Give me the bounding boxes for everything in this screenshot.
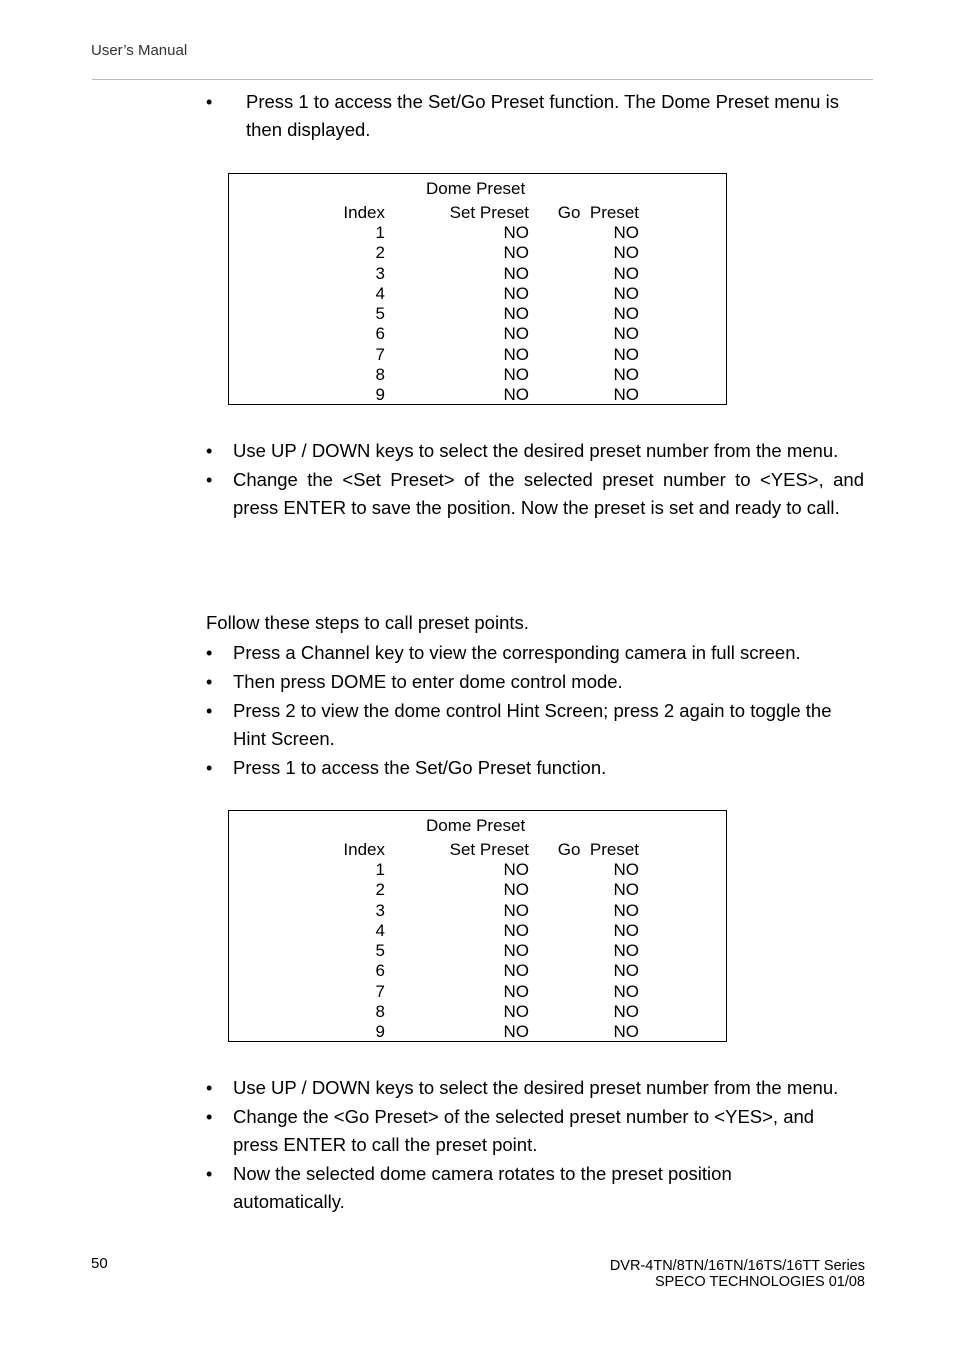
bullet-text: Press 2 to view the dome control Hint Screen; press 2 again to toggle the Hint Screen. [233, 700, 832, 749]
table-row [229, 961, 726, 981]
row-go-preset: NO [613, 263, 639, 283]
table-title: Dome Preset [426, 179, 526, 198]
row-set-preset: NO [503, 941, 529, 961]
row-go-preset: NO [613, 1002, 639, 1022]
list-item [206, 1074, 864, 1102]
bullet-icon: • [206, 672, 213, 692]
bullet-icon: • [206, 701, 213, 721]
row-index: 4 [375, 920, 385, 940]
intro-bullet-list [206, 88, 866, 145]
header-index: Index [343, 840, 385, 859]
row-index: 3 [375, 263, 385, 283]
row-set-preset: NO [503, 920, 529, 940]
bullet-text: Then press DOME to enter dome control mode. [233, 671, 623, 692]
bullet-text: Change the <Set Preset> of the selected preset number to <YES>, and press ENTER to save the position. Now the preset is set and ready to call. [233, 469, 864, 518]
table-row [229, 304, 726, 324]
row-index: 2 [375, 243, 385, 263]
row-index: 5 [375, 941, 385, 961]
row-set-preset: NO [503, 1002, 529, 1022]
bullet-text: Change the <Go Preset> of the selected preset number to <YES>, and press ENTER to call the preset point. [233, 1106, 815, 1155]
bullet-text: Use UP / DOWN keys to select the desired preset number from the menu. [233, 440, 839, 461]
list-item [206, 697, 864, 753]
table-row [229, 921, 726, 941]
go-preset-steps [206, 1074, 864, 1217]
bullet-text: Use UP / DOWN keys to select the desired preset number from the menu. [233, 1077, 839, 1098]
row-set-preset: NO [503, 243, 529, 263]
list-item [206, 639, 864, 667]
row-go-preset: NO [613, 365, 639, 385]
row-index: 6 [375, 961, 385, 981]
list-item [206, 466, 864, 522]
list-item [206, 437, 864, 465]
table-row [229, 345, 726, 365]
row-go-preset: NO [613, 243, 639, 263]
row-set-preset: NO [503, 1022, 529, 1042]
row-set-preset: NO [503, 880, 529, 900]
row-go-preset: NO [613, 223, 639, 242]
table-row [229, 264, 726, 284]
table-row [229, 1022, 726, 1042]
table-row [229, 223, 726, 243]
row-set-preset: NO [503, 304, 529, 324]
dome-preset-table [228, 173, 727, 405]
row-go-preset: NO [613, 304, 639, 324]
row-index: 1 [375, 223, 385, 242]
bullet-icon: • [206, 643, 213, 663]
row-index: 7 [375, 344, 385, 364]
row-set-preset: NO [503, 900, 529, 920]
bullet-icon: • [206, 758, 213, 778]
row-go-preset: NO [613, 385, 639, 405]
row-set-preset: NO [503, 324, 529, 344]
row-go-preset: NO [613, 900, 639, 920]
row-go-preset: NO [613, 880, 639, 900]
row-index: 6 [375, 324, 385, 344]
row-index: 8 [375, 365, 385, 385]
row-go-preset: NO [613, 961, 639, 981]
row-set-preset: NO [503, 860, 529, 879]
bullet-text: Press 1 to access the Set/Go Preset function. [233, 757, 607, 778]
list-item [206, 1103, 864, 1159]
dome-preset-table [228, 810, 727, 1042]
bullet-text: Press a Channel key to view the corresponding camera in full screen. [233, 642, 801, 663]
bullet-text: Now the selected dome camera rotates to the preset position automatically. [233, 1163, 732, 1212]
row-index: 5 [375, 304, 385, 324]
list-item [206, 1160, 864, 1216]
row-go-preset: NO [613, 860, 639, 879]
header-set-preset: Set Preset [449, 840, 529, 859]
table-row [229, 982, 726, 1002]
row-set-preset: NO [503, 223, 529, 242]
bullet-icon: • [206, 1078, 213, 1098]
row-go-preset: NO [613, 1022, 639, 1042]
call-preset-steps [206, 639, 864, 783]
row-index: 2 [375, 880, 385, 900]
header-set-preset: Set Preset [449, 203, 529, 222]
row-set-preset: NO [503, 283, 529, 303]
row-go-preset: NO [613, 981, 639, 1001]
bullet-text: Press 1 to access the Set/Go Preset function. The Dome Preset menu is then displayed. [246, 91, 839, 140]
table-row [229, 860, 726, 880]
row-set-preset: NO [503, 263, 529, 283]
row-index: 4 [375, 283, 385, 303]
row-go-preset: NO [613, 920, 639, 940]
table-row [229, 941, 726, 961]
footer-info [610, 1258, 865, 1290]
header-title: User’s Manual [91, 42, 188, 59]
row-index: 7 [375, 981, 385, 1001]
table-row [229, 901, 726, 921]
footer-company: SPECO TECHNOLOGIES 01/08 [654, 1274, 865, 1290]
page-number: 50 [91, 1255, 108, 1272]
row-index: 3 [375, 900, 385, 920]
table-row [229, 1002, 726, 1022]
call-preset-intro: Follow these steps to call preset points. [206, 612, 529, 633]
row-set-preset: NO [503, 344, 529, 364]
row-index: 9 [375, 385, 385, 405]
table-row [229, 243, 726, 263]
row-set-preset: NO [503, 365, 529, 385]
row-index: 9 [375, 1022, 385, 1042]
row-go-preset: NO [613, 941, 639, 961]
row-go-preset: NO [613, 344, 639, 364]
bullet-icon: • [206, 470, 213, 490]
row-index: 8 [375, 1002, 385, 1022]
list-item [206, 754, 864, 782]
set-preset-steps [206, 437, 864, 523]
list-item [206, 88, 866, 144]
table-row [229, 880, 726, 900]
bullet-icon: • [206, 1164, 213, 1184]
header-divider [92, 79, 873, 80]
header-go-preset: Go Preset [557, 840, 639, 859]
bullet-icon: • [206, 441, 213, 461]
list-item [206, 668, 864, 696]
header-go-preset: Go Preset [557, 203, 639, 222]
footer-series: DVR-4TN/8TN/16TN/16TS/16TT Series [609, 1258, 865, 1274]
bullet-icon: • [206, 1107, 213, 1127]
table-row [229, 385, 726, 405]
header-index: Index [343, 203, 385, 222]
table-title: Dome Preset [426, 816, 526, 835]
table-body [229, 860, 726, 1043]
table-row [229, 365, 726, 385]
row-index: 1 [375, 860, 385, 879]
bullet-icon: • [206, 92, 213, 112]
row-set-preset: NO [503, 385, 529, 405]
table-row [229, 324, 726, 344]
row-go-preset: NO [613, 283, 639, 303]
table-body [229, 223, 726, 406]
row-go-preset: NO [613, 324, 639, 344]
row-set-preset: NO [503, 981, 529, 1001]
row-set-preset: NO [503, 961, 529, 981]
table-row [229, 284, 726, 304]
